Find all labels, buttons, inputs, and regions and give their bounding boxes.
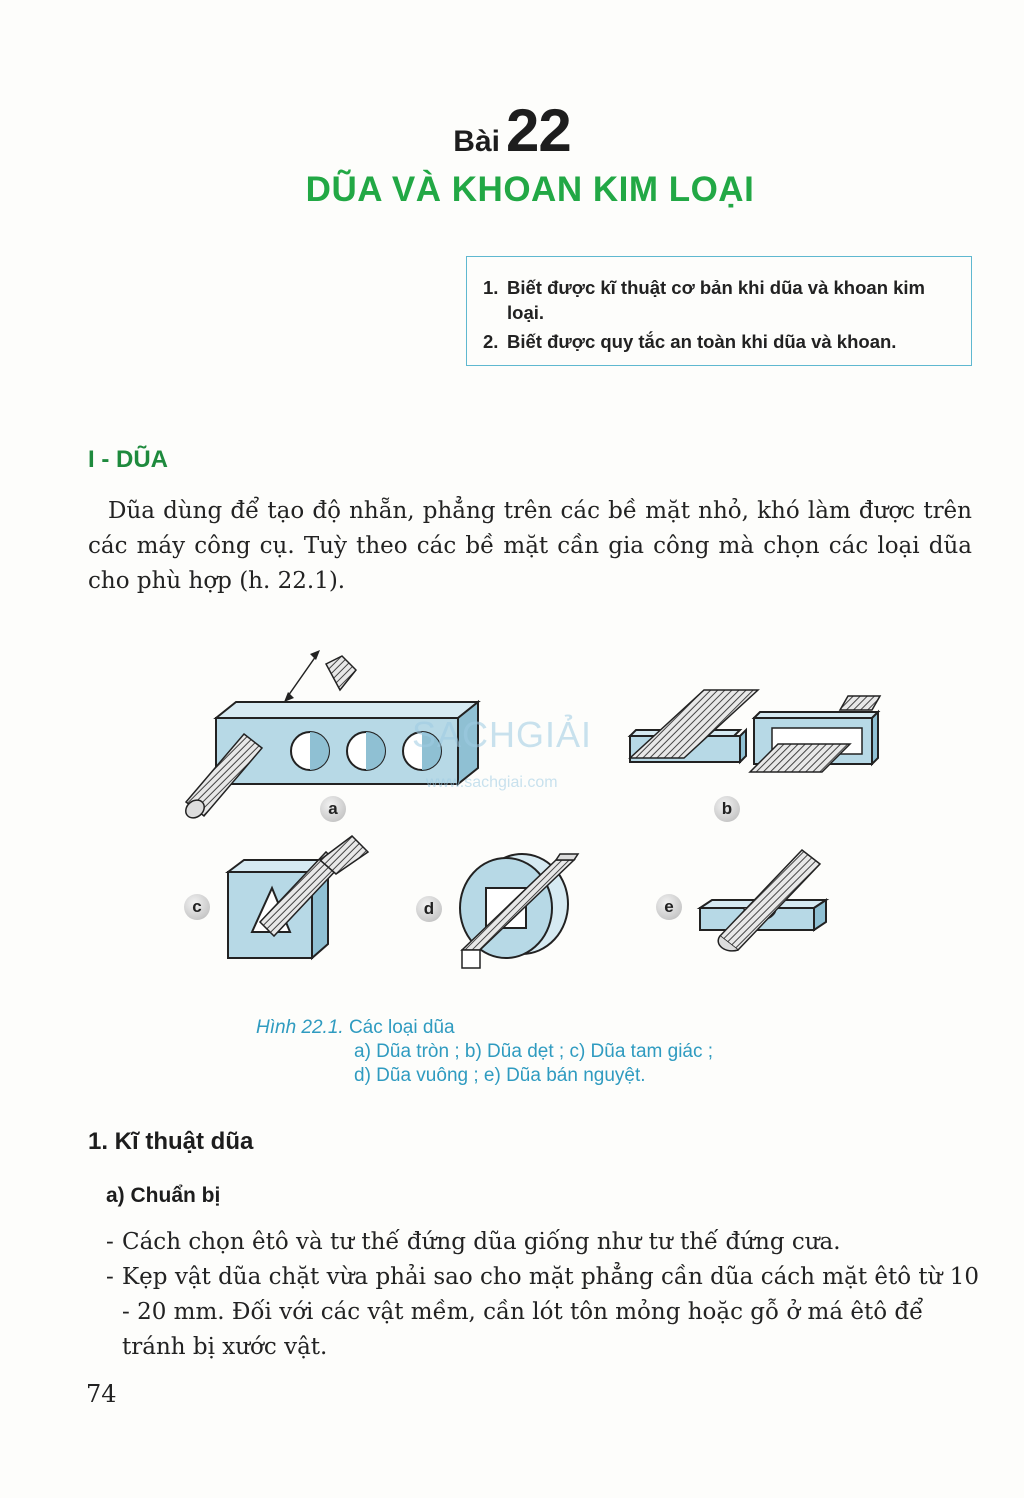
intro-paragraph: Dũa dùng để tạo độ nhẵn, phẳng trên các bề mặt nhỏ, khó làm được trên các máy công cụ. Tuỳ theo các bề mặt cần gia công mà chọn các loại dũa cho phù hợp (h. 22.1). (88, 498, 972, 594)
watermark (404, 698, 624, 794)
bullet-list (106, 1225, 986, 1365)
caption-title: Các loại dũa (348, 1017, 455, 1038)
objectives-box (466, 256, 972, 366)
caption-line: d) Dũa vuông ; e) Dũa bán nguyệt. (354, 1065, 646, 1086)
lesson-heading (0, 96, 1024, 165)
lesson-title: DŨA VÀ KHOAN KIM LOẠI (305, 170, 755, 209)
bullet-item: - Kẹp vật dũa chặt vừa phải sao cho mặt phẳng cần dũa cách mặt êtô từ 10 - 20 mm. Đối với các vật mềm, cần lót tôn mỏng hoặc gỗ ở má êtô để tránh bị xước vật. (106, 1264, 980, 1360)
watermark-brand: SACHGIẢI (412, 714, 593, 755)
section-title: I - DŨA (88, 446, 168, 473)
page-number: 74 (86, 1380, 117, 1408)
lesson-number: 22 (505, 97, 571, 164)
figure-label-b: b (714, 796, 740, 822)
figure-label-a: a (320, 796, 346, 822)
figure-label-d: d (416, 896, 442, 922)
bullet-item: - Cách chọn êtô và tư thế đứng dũa giống như tư thế đứng cưa. (106, 1229, 841, 1255)
subsection-subtitle: a) Chuẩn bị (106, 1184, 221, 1207)
subsection-title: 1. Kĩ thuật dũa (88, 1128, 254, 1155)
watermark-url: www.sachgiai.com (426, 774, 558, 791)
lesson-word: Bài (453, 125, 500, 158)
square-file-drawing (460, 854, 578, 968)
triangular-file-drawing (228, 836, 368, 958)
figure-caption (256, 1016, 713, 1088)
figure-label-e: e (656, 894, 682, 920)
caption-line: a) Dũa tròn ; b) Dũa dẹt ; c) Dũa tam giác ; (354, 1041, 714, 1062)
half-round-file-drawing (700, 850, 826, 951)
file-types-figure (160, 632, 900, 992)
flat-file-drawing (630, 690, 880, 772)
figure-label-c: c (184, 894, 210, 920)
objective-item: 2. Biết được quy tắc an toàn khi dũa và khoan. (483, 331, 897, 352)
file-types-illustration (160, 632, 900, 992)
caption-prefix: Hình 22.1. (256, 1017, 344, 1038)
objective-item: 1. Biết được kĩ thuật cơ bản khi dũa và khoan kim loại. (483, 277, 926, 323)
